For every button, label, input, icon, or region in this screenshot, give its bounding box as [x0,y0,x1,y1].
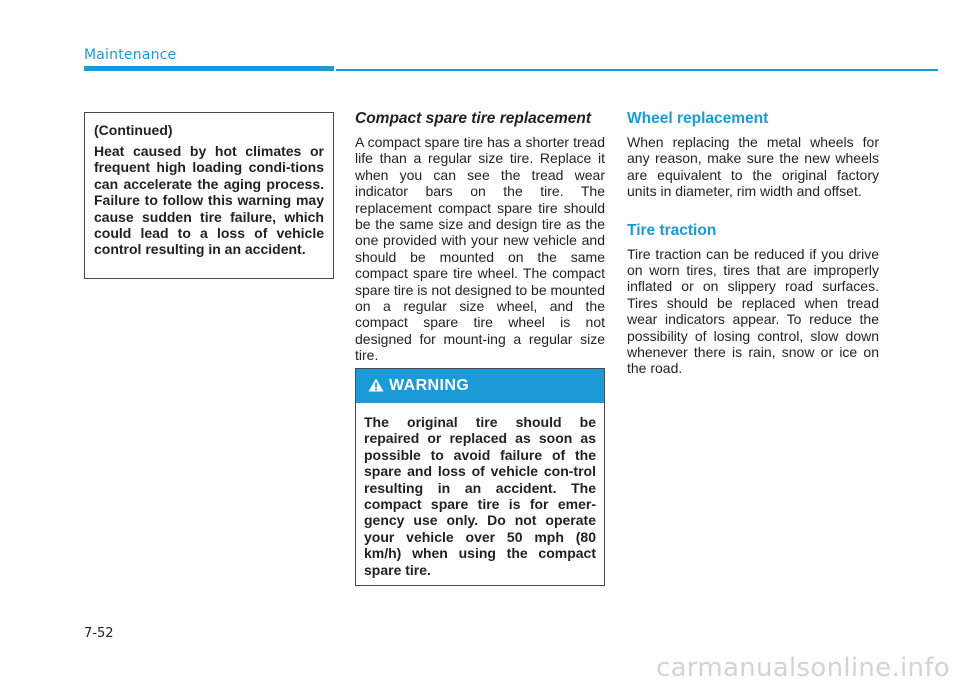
header-rule-thin [336,69,938,71]
header-rule-thick [84,66,334,71]
tire-traction-heading: Tire traction [627,221,717,239]
warning-triangle-icon [368,378,384,392]
wheel-replacement-heading: Wheel replacement [627,110,769,127]
warning-box [355,368,605,586]
compact-spare-heading: Compact spare tire replacement [355,110,592,127]
watermark-text: carmanualsonline.info [655,653,950,683]
right-column [627,110,879,377]
caution-text: Heat caused by hot climates or frequent high loading condi-tions can accelerate the aging process. Failure to follow this warning may cause sudden tire failure, which could lead to a loss of vehicle control resulting in an accident. [94,143,324,258]
warning-header [356,369,604,403]
page-number: 7-52 [84,626,114,641]
compact-spare-section [355,110,605,364]
section-title: Maintenance [84,47,177,63]
warning-text: The original tire should be repaired or replaced as soon as possible to avoid failure of the spare and loss of vehicle con-trol resulting in an accident. The compact spare tire is for emer-gency use only. Do not operate your vehicle over 50 mph (80 km/h) when using the compact spare tire. [364,414,596,578]
compact-spare-text: A compact spare tire has a shorter tread life than a regular size tire. Replace it when you can see the tread wear indicator bars on the tire. The replacement compact spare tire should be the same size and design tire as the one provided with your new vehicle and should be mounted on the same compact spare tire wheel. The compact spare tire is not designed to be mounted on a regular size wheel, and the compact spare tire wheel is not designed for mount-ing a regular size tire. [355,134,605,364]
wheel-replacement-text: When replacing the metal wheels for any reason, make sure the new wheels are equivalent to the original factory units in diameter, rim width and offset. [627,134,879,200]
warning-label: WARNING [389,377,470,394]
continued-label: (Continued) [94,122,173,138]
caution-continued-box [84,112,334,279]
tire-traction-text: Tire traction can be reduced if you drive on worn tires, tires that are improperly inflated or on slippery road surfaces. Tires should be replaced when tread wear indicators appear. To reduce the possibility of losing control, slow down whenever there is rain, snow or ice on the road. [627,245,879,377]
